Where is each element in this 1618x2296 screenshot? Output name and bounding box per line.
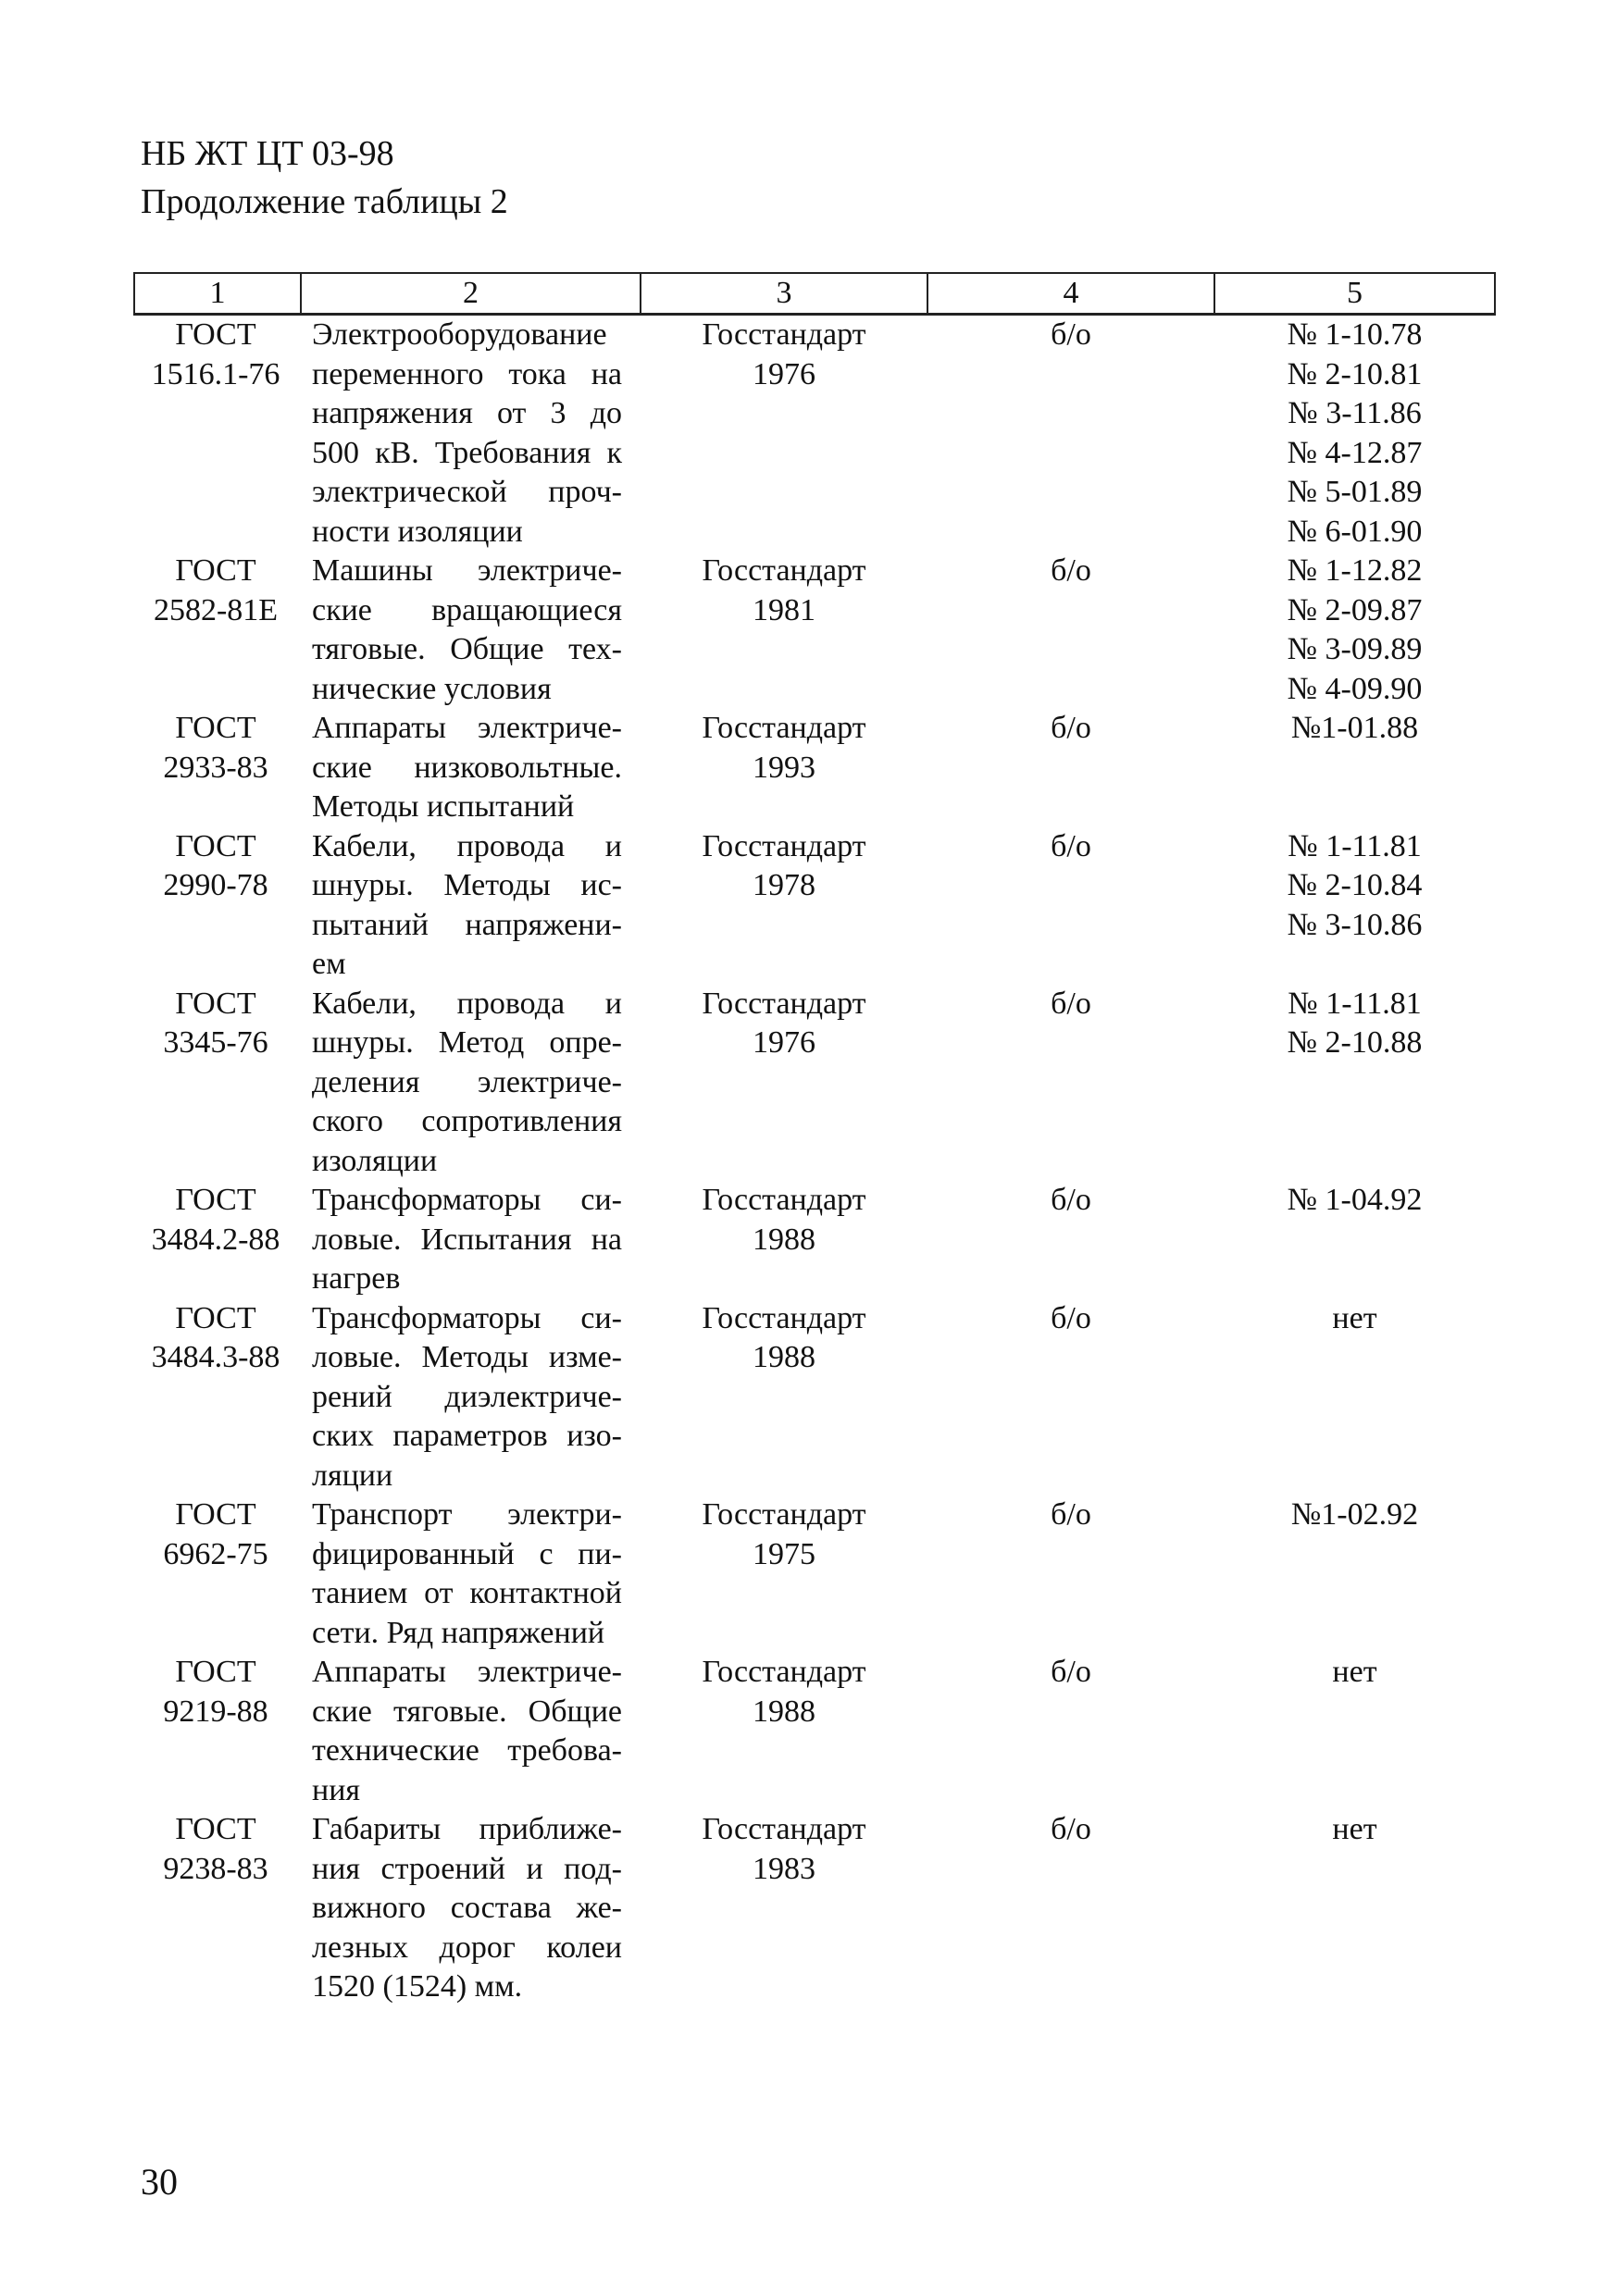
cell-line: шнуры. Метод опре- bbox=[312, 1025, 622, 1060]
approving-body-cell bbox=[641, 827, 927, 985]
cell-line: нические условия bbox=[312, 671, 552, 706]
cell-line: 1988 bbox=[753, 1340, 815, 1374]
cell-line: 1983 bbox=[753, 1851, 815, 1886]
cell-line: Госстандарт bbox=[702, 1812, 866, 1846]
table-row bbox=[134, 1496, 1495, 1653]
validity-cell: б/о bbox=[1051, 1812, 1091, 1846]
cell-line: Методы испытаний bbox=[312, 789, 575, 824]
cell-line: ские тяговые. Общие bbox=[312, 1694, 622, 1729]
amendments-cell bbox=[1214, 709, 1495, 827]
approving-body-cell bbox=[641, 1181, 927, 1299]
column-header-5: 5 bbox=[1214, 273, 1495, 315]
cell-line: ГОСТ bbox=[175, 828, 256, 863]
page-number: 30 bbox=[141, 2161, 178, 2203]
cell-line: 3484.3-88 bbox=[151, 1340, 280, 1374]
table-row bbox=[134, 1299, 1495, 1496]
validity-cell: б/о bbox=[1051, 711, 1091, 745]
table-row bbox=[134, 1810, 1495, 2007]
validity-cell: б/о bbox=[1051, 1497, 1091, 1532]
cell-line: № 4-12.87 bbox=[1287, 435, 1423, 470]
cell-line: 2582-81Е bbox=[153, 592, 279, 627]
cell-line: 2990-78 bbox=[163, 868, 268, 902]
table-row bbox=[134, 985, 1495, 1182]
cell-line: переменного тока на bbox=[312, 356, 622, 391]
standard-title-cell bbox=[301, 1810, 641, 2007]
cell-line: Госстандарт bbox=[702, 1300, 866, 1335]
column-header-3: 3 bbox=[641, 273, 927, 315]
cell-line: деления электриче- bbox=[312, 1064, 622, 1099]
standards-table bbox=[133, 272, 1496, 2007]
column-header-1: 1 bbox=[134, 273, 301, 315]
cell-line: Электрооборудование bbox=[312, 317, 607, 352]
standard-title-cell bbox=[301, 552, 641, 709]
standard-designation-cell bbox=[134, 1496, 301, 1653]
cell-line: № 1-12.82 bbox=[1287, 553, 1423, 588]
cell-line: № 3-09.89 bbox=[1287, 632, 1423, 666]
validity-cell: б/о bbox=[1051, 828, 1091, 863]
cell-line: ГОСТ bbox=[175, 317, 256, 352]
cell-line: Кабели, провода и bbox=[312, 828, 622, 863]
cell-line: ловые. Испытания на bbox=[312, 1222, 622, 1257]
standard-title-cell bbox=[301, 1496, 641, 1653]
cell-line: Госстандарт bbox=[702, 828, 866, 863]
cell-line: 1976 bbox=[753, 1025, 815, 1060]
approving-body-cell bbox=[641, 552, 927, 709]
cell-line: ности изоляции bbox=[312, 514, 523, 549]
cell-line: ГОСТ bbox=[175, 1300, 256, 1335]
cell-line: ГОСТ bbox=[175, 1655, 256, 1689]
table-row bbox=[134, 552, 1495, 709]
standards-table-container bbox=[133, 272, 1494, 2007]
cell-line: танием от контактной bbox=[312, 1576, 622, 1610]
approving-body-cell bbox=[641, 709, 927, 827]
cell-line: ские вращающиеся bbox=[312, 592, 622, 627]
cell-line: ния строений и под- bbox=[312, 1851, 622, 1886]
column-header-2: 2 bbox=[301, 273, 641, 315]
cell-line: ния bbox=[312, 1772, 361, 1807]
document-code: НБ ЖТ ЦТ 03-98 bbox=[141, 134, 394, 173]
cell-line: 3345-76 bbox=[163, 1025, 268, 1060]
cell-line: № 2-10.84 bbox=[1287, 868, 1423, 902]
cell-line: № 1-11.81 bbox=[1288, 986, 1422, 1021]
cell-line: Аппараты электриче- bbox=[312, 711, 622, 745]
amendments-cell bbox=[1214, 827, 1495, 985]
cell-line: шнуры. Методы ис- bbox=[312, 868, 622, 902]
cell-line: 9219-88 bbox=[163, 1694, 268, 1729]
table-row bbox=[134, 827, 1495, 985]
cell-line: 1988 bbox=[753, 1222, 815, 1257]
validity-cell: б/о bbox=[1051, 553, 1091, 588]
standard-title-cell bbox=[301, 1299, 641, 1496]
cell-line: ских параметров изо- bbox=[312, 1419, 622, 1453]
cell-line: № 1-10.78 bbox=[1287, 317, 1423, 352]
standard-designation-cell bbox=[134, 1181, 301, 1299]
amendments-cell bbox=[1214, 1181, 1495, 1299]
approving-body-cell bbox=[641, 1653, 927, 1810]
cell-line: № 1-04.92 bbox=[1287, 1183, 1423, 1217]
cell-line: сети. Ряд напряжений bbox=[312, 1615, 605, 1650]
cell-line: ГОСТ bbox=[175, 1497, 256, 1532]
cell-line: ГОСТ bbox=[175, 553, 256, 588]
cell-line: № 2-10.88 bbox=[1287, 1025, 1423, 1060]
cell-line: электрической проч- bbox=[312, 475, 622, 509]
cell-line: тяговые. Общие тех- bbox=[312, 632, 622, 666]
validity-cell: б/о bbox=[1051, 1183, 1091, 1217]
amendments-cell bbox=[1214, 1653, 1495, 1810]
cell-line: № 2-09.87 bbox=[1287, 592, 1423, 627]
cell-line: ского сопротивления bbox=[312, 1104, 622, 1138]
table-continuation-title: Продолжение таблицы 2 bbox=[141, 182, 508, 221]
cell-line: Габариты приближе- bbox=[312, 1812, 622, 1846]
amendments-cell bbox=[1214, 985, 1495, 1182]
cell-line: Госстандарт bbox=[702, 553, 866, 588]
cell-line: ловые. Методы изме- bbox=[312, 1340, 622, 1374]
amendments-cell bbox=[1214, 315, 1495, 552]
cell-line: 3484.2-88 bbox=[151, 1222, 280, 1257]
cell-line: нагрев bbox=[312, 1261, 401, 1296]
cell-line: Госстандарт bbox=[702, 317, 866, 352]
cell-line: 1520 (1524) мм. bbox=[312, 1969, 523, 2004]
standard-designation-cell bbox=[134, 1299, 301, 1496]
cell-line: 500 кВ. Требования к bbox=[312, 435, 622, 470]
standard-title-cell bbox=[301, 315, 641, 552]
table-row bbox=[134, 1653, 1495, 1810]
cell-line: Трансформаторы си- bbox=[312, 1183, 622, 1217]
standard-designation-cell bbox=[134, 709, 301, 827]
amendments-cell bbox=[1214, 1810, 1495, 2007]
cell-line: ГОСТ bbox=[175, 1183, 256, 1217]
document-header bbox=[141, 130, 508, 226]
cell-line: ГОСТ bbox=[175, 1812, 256, 1846]
approving-body-cell bbox=[641, 1496, 927, 1653]
cell-line: рений диэлектриче- bbox=[312, 1379, 622, 1414]
standard-designation-cell bbox=[134, 1810, 301, 2007]
amendments-cell bbox=[1214, 1496, 1495, 1653]
cell-line: 9238-83 bbox=[163, 1851, 268, 1886]
cell-line: напряжения от 3 до bbox=[312, 396, 622, 430]
cell-line: 2933-83 bbox=[163, 750, 268, 785]
standard-designation-cell bbox=[134, 315, 301, 552]
cell-line: Госстандарт bbox=[702, 1655, 866, 1689]
amendments-cell bbox=[1214, 552, 1495, 709]
cell-line: 1978 bbox=[753, 868, 815, 902]
standard-designation-cell bbox=[134, 827, 301, 985]
cell-line: Госстандарт bbox=[702, 1497, 866, 1532]
cell-line: № 5-01.89 bbox=[1287, 475, 1423, 509]
standard-designation-cell bbox=[134, 1653, 301, 1810]
table-header-row bbox=[134, 273, 1495, 315]
cell-line: пытаний напряжени- bbox=[312, 907, 622, 942]
cell-line: № 2-10.81 bbox=[1287, 356, 1423, 391]
cell-line: ские низковольтные. bbox=[312, 750, 622, 785]
table-body bbox=[134, 315, 1495, 2007]
cell-line: 1516.1-76 bbox=[151, 356, 280, 391]
cell-line: № 6-01.90 bbox=[1287, 514, 1423, 549]
approving-body-cell bbox=[641, 1299, 927, 1496]
cell-line: Госстандарт bbox=[702, 986, 866, 1021]
cell-line: лезных дорог колеи bbox=[312, 1930, 622, 1965]
table-row bbox=[134, 1181, 1495, 1299]
validity-cell: б/о bbox=[1051, 1300, 1091, 1335]
cell-line: 1981 bbox=[753, 592, 815, 627]
standard-title-cell bbox=[301, 1181, 641, 1299]
approving-body-cell bbox=[641, 315, 927, 552]
table-row bbox=[134, 315, 1495, 552]
cell-line: 1993 bbox=[753, 750, 815, 785]
cell-line: № 3-11.86 bbox=[1288, 396, 1422, 430]
cell-line: Трансформаторы си- bbox=[312, 1300, 622, 1335]
cell-line: ем bbox=[312, 947, 346, 981]
standard-designation-cell bbox=[134, 985, 301, 1182]
cell-line: Транспорт электри- bbox=[312, 1497, 622, 1532]
validity-cell: б/о bbox=[1051, 317, 1091, 352]
standard-title-cell bbox=[301, 985, 641, 1182]
cell-line: Машины электриче- bbox=[312, 553, 622, 588]
cell-line: Госстандарт bbox=[702, 711, 866, 745]
cell-line: нет bbox=[1332, 1655, 1377, 1689]
validity-cell: б/о bbox=[1051, 986, 1091, 1021]
cell-line: изоляции bbox=[312, 1143, 438, 1178]
cell-line: нет bbox=[1332, 1300, 1377, 1335]
cell-line: № 1-11.81 bbox=[1288, 828, 1422, 863]
standard-title-cell bbox=[301, 709, 641, 827]
amendments-cell bbox=[1214, 1299, 1495, 1496]
cell-line: Аппараты электриче- bbox=[312, 1655, 622, 1689]
column-header-4: 4 bbox=[927, 273, 1214, 315]
cell-line: технические требова- bbox=[312, 1733, 622, 1768]
cell-line: 1988 bbox=[753, 1694, 815, 1729]
cell-line: фицированный с пи- bbox=[312, 1536, 622, 1571]
approving-body-cell bbox=[641, 1810, 927, 2007]
approving-body-cell bbox=[641, 985, 927, 1182]
cell-line: 6962-75 bbox=[163, 1536, 268, 1571]
cell-line: №1-01.88 bbox=[1290, 711, 1419, 745]
cell-line: 1976 bbox=[753, 356, 815, 391]
validity-cell: б/о bbox=[1051, 1655, 1091, 1689]
cell-line: Госстандарт bbox=[702, 1183, 866, 1217]
standard-title-cell bbox=[301, 827, 641, 985]
cell-line: № 3-10.86 bbox=[1287, 907, 1423, 942]
cell-line: ляции bbox=[312, 1458, 393, 1493]
standard-designation-cell bbox=[134, 552, 301, 709]
table-row bbox=[134, 709, 1495, 827]
standard-title-cell bbox=[301, 1653, 641, 1810]
cell-line: № 4-09.90 bbox=[1287, 671, 1423, 706]
cell-line: Кабели, провода и bbox=[312, 986, 622, 1021]
cell-line: №1-02.92 bbox=[1290, 1497, 1419, 1532]
cell-line: ГОСТ bbox=[175, 711, 256, 745]
cell-line: ГОСТ bbox=[175, 986, 256, 1021]
cell-line: вижного состава же- bbox=[312, 1891, 622, 1925]
cell-line: нет bbox=[1332, 1812, 1377, 1846]
cell-line: 1975 bbox=[753, 1536, 815, 1571]
